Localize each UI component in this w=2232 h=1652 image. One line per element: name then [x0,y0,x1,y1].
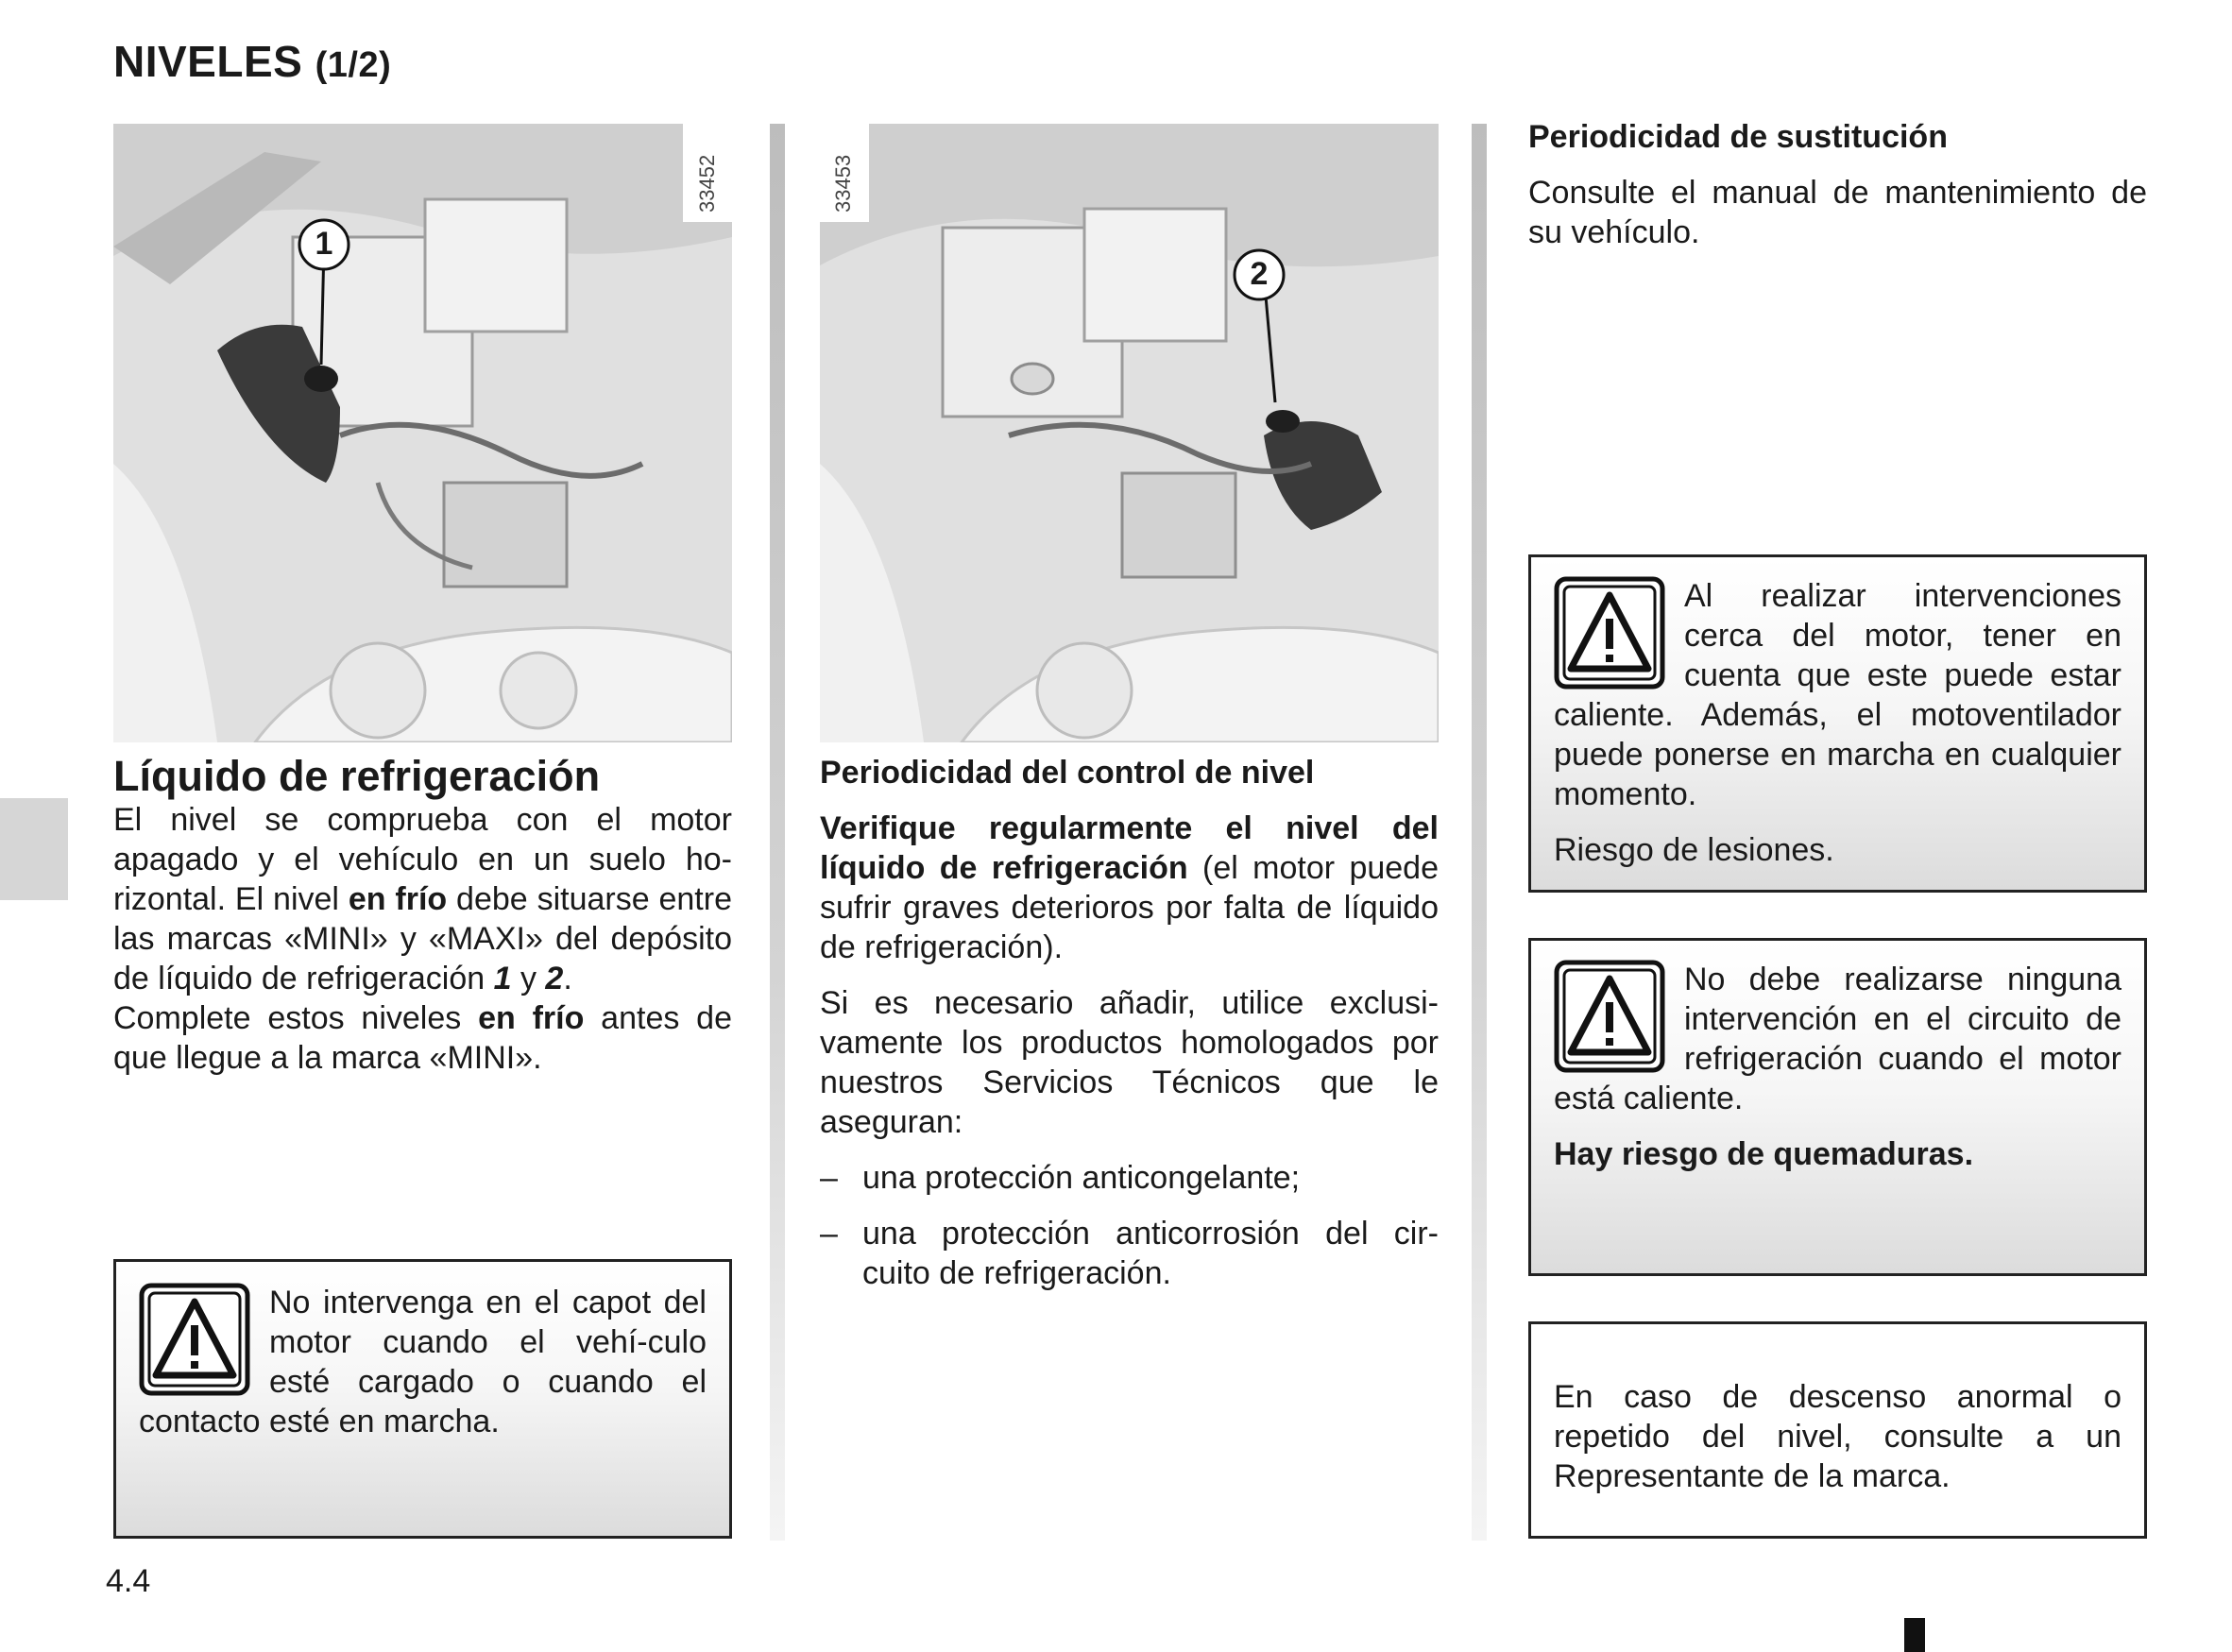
engine-photo-2 [820,124,1439,742]
column-separator-right [1472,124,1487,1541]
figure-callout-2: 2 [1250,256,1269,292]
page-title-part: (1/2) [315,45,392,85]
list-item [820,1158,1439,1198]
ref-1: 1 [493,961,512,996]
coolant-paragraph-1 [113,800,732,1078]
note-level-drop-text: En caso de descenso anormal o repetido del nivel, consulte a un Representante de la marca. [1554,1379,2121,1494]
warning-burn-text: Hay riesgo de quemaduras. [1554,1136,1974,1172]
warning-triangle-icon [1554,576,1665,690]
list-dash: – [820,1216,838,1252]
figure-code-2: 33453 [831,154,855,213]
list-item-text: una protección anticongelante; [862,1160,1301,1196]
list-item [820,1214,1439,1293]
text-span: El nivel se comprueba con el motor apagado y el vehículo en un suelo ho-rizontal. El nivel [113,802,732,917]
check-paragraph-1 [820,809,1439,967]
column-separator-left [770,124,785,1541]
text-span: debe situarse entre las marcas «MINI» y «MAXI» del depósito de líquido de refrigeración [113,881,732,996]
warning-box-hot-engine [1528,554,2147,893]
coolant-para1 [113,800,732,998]
bold-span: en frío [478,1000,585,1036]
note-box-level-drop [1528,1321,2147,1539]
page-title [113,36,391,87]
page-title-text: NIVELES [113,37,303,86]
check-paragraph-2: Si es necesario añadir, utilice exclusi-vamente los productos homologados por nuestros Servicios Técnicos que le aseguran: [820,985,1439,1140]
text-span: y [511,961,546,996]
section-heading-coolant: Líquido de refrigeración [113,752,601,800]
text-span: . [563,961,572,996]
warning-box-hood [113,1259,732,1539]
text-span: antes de que llegue a la marca «MINI». [113,1000,732,1076]
figure-code-1: 33452 [695,154,719,213]
ref-2: 2 [545,961,564,996]
right-column-top [1528,117,2147,252]
warning-triangle-icon [139,1283,250,1396]
engine-illustration-2 [820,124,1439,742]
replacement-paragraph: Consulte el manual de mantenimiento de su vehículo. [1528,175,2147,250]
list-item-text: una protección anticorrosión del cir-cuito de refrigeración. [862,1216,1439,1291]
warning-injury-text: Riesgo de lesiones. [1554,832,1834,868]
left-column [113,753,732,1078]
section-tab [0,798,68,900]
figure-callout-1: 1 [315,226,333,262]
middle-column [820,753,1439,1309]
engine-photo-1 [113,124,732,742]
bold-span: Verifique regularmente el nivel del líquido de refrigeración [820,810,1439,886]
warning-box-cooling-circuit [1528,938,2147,1276]
protection-list [820,1158,1439,1293]
coolant-para2 [113,998,732,1078]
warning-hot-engine-text: Al realizar intervenciones cerca del motor, tener en cuenta que este puede estar caliente. Además, el motoventilador puede ponerse en marcha en cualquier momento. [1554,578,2121,812]
warning-triangle-icon [1554,960,1665,1073]
bold-span: en frío [348,881,448,917]
figure-code-wrap-2 [826,135,863,220]
heading-check-interval: Periodicidad del control de nivel [820,755,1315,791]
heading-replacement-interval: Periodicidad de sustitución [1528,119,1948,155]
text-span: (el motor puede sufrir graves deterioros por falta de líquido de refrigeración). [820,850,1439,965]
end-of-section-mark [1904,1618,1925,1652]
page-number: 4.4 [106,1563,151,1599]
text-span: Complete estos niveles [113,1000,479,1036]
figure-code-wrap-1 [690,135,727,220]
list-dash: – [820,1160,838,1196]
warning-hood-text: No intervenga en el capot del motor cuando el vehí-culo esté cargado o cuando el contacto esté en marcha. [139,1285,707,1439]
warning-circuit-text: No debe realizarse ninguna intervención en el circuito de refrigeración cuando el motor está caliente. [1554,962,2121,1116]
engine-illustration-1 [113,124,732,742]
